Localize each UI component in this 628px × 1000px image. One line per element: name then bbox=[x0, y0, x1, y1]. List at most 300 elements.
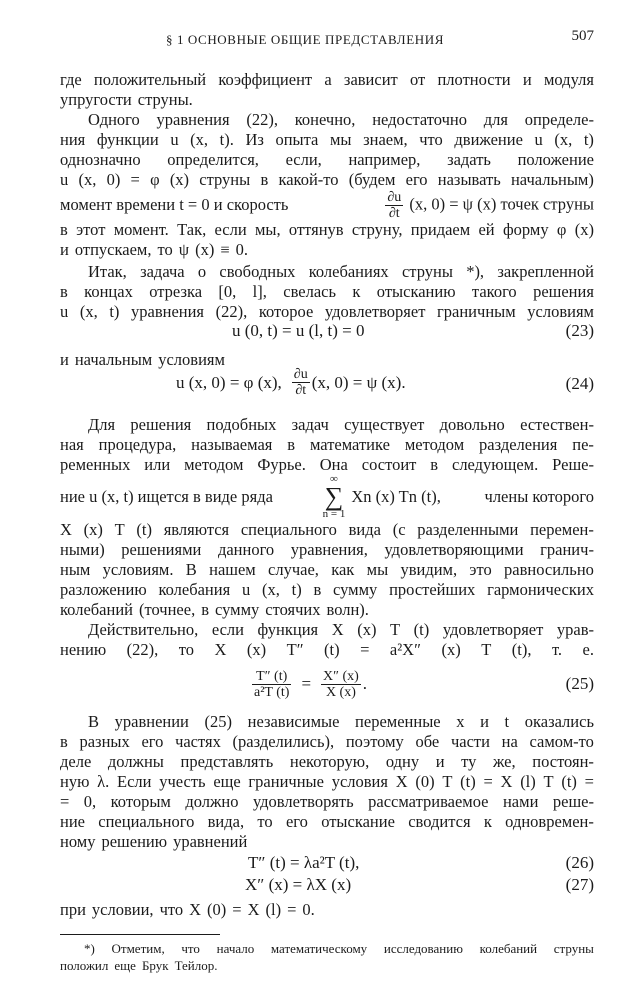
word: коэффициент bbox=[218, 70, 313, 89]
text-fragment: момент времени t = 0 и скорость bbox=[60, 195, 289, 214]
word: (x, bbox=[79, 302, 98, 321]
word: условиям bbox=[158, 350, 225, 369]
word: (разделились), bbox=[232, 732, 335, 751]
text-line bbox=[60, 772, 594, 792]
word: существует bbox=[344, 415, 425, 434]
word: a bbox=[324, 70, 332, 89]
sum-sign: ∑ bbox=[324, 482, 344, 511]
word: и bbox=[60, 240, 69, 259]
word: от bbox=[409, 70, 426, 89]
word: концах bbox=[84, 282, 133, 301]
speed-expression bbox=[383, 190, 594, 221]
series-term: Xn (x) Tn (t), bbox=[351, 487, 441, 506]
word: постоян- bbox=[532, 752, 594, 771]
text-line bbox=[60, 640, 594, 660]
word: (x) bbox=[441, 640, 461, 659]
word: е. bbox=[582, 640, 594, 659]
word: удовлетворять bbox=[252, 792, 354, 811]
word: то bbox=[157, 240, 173, 259]
word: что bbox=[419, 130, 443, 149]
word: где bbox=[60, 70, 82, 89]
word: (t), bbox=[511, 640, 532, 659]
word: случае, bbox=[268, 560, 319, 579]
word: подобных bbox=[206, 415, 277, 434]
word: a²X″ bbox=[389, 640, 421, 659]
word: опыта bbox=[275, 130, 319, 149]
text-line bbox=[60, 150, 594, 170]
equation-number: (27) bbox=[565, 875, 594, 894]
word: еще bbox=[213, 772, 241, 791]
word: граничным bbox=[437, 302, 516, 321]
text-line bbox=[60, 540, 594, 560]
word: φ bbox=[150, 170, 160, 189]
word: являются bbox=[163, 520, 230, 539]
equation-body: u (0, t) = u (l, t) = 0 bbox=[232, 321, 365, 340]
running-head: § 1 ОСНОВНЫЕ ОБЩИЕ ПРЕДСТАВЛЕНИЯ bbox=[166, 32, 444, 47]
word: урав- bbox=[556, 620, 594, 639]
word: процедура, bbox=[98, 435, 177, 454]
word: математике bbox=[309, 435, 390, 454]
word: на bbox=[501, 732, 518, 751]
word: одну bbox=[385, 752, 420, 771]
equation-period: . bbox=[362, 674, 368, 693]
footnote-word: положил bbox=[60, 958, 109, 973]
word: довольно bbox=[439, 415, 505, 434]
word: в bbox=[430, 455, 439, 474]
word: Так, bbox=[177, 220, 207, 239]
equation-body: T″ (t) = λa²T (t), bbox=[248, 853, 360, 872]
word: или bbox=[144, 455, 171, 474]
equation-26 bbox=[60, 852, 594, 876]
equation-part: u (x, 0) = φ (x), bbox=[176, 372, 282, 392]
word: отпускаем, bbox=[74, 240, 152, 259]
text-fragment: члены которого bbox=[484, 487, 594, 506]
equals-sign: = bbox=[301, 674, 312, 693]
equation-number: (23) bbox=[565, 321, 594, 340]
word: нами bbox=[502, 792, 539, 811]
word: придаем bbox=[410, 220, 471, 239]
word: же, bbox=[493, 752, 516, 771]
word: т. bbox=[551, 640, 563, 659]
footnote-word: начало bbox=[216, 941, 255, 956]
word: называть bbox=[437, 170, 501, 189]
word: x bbox=[456, 712, 465, 731]
word: функция bbox=[257, 620, 319, 639]
word: (22), bbox=[246, 110, 278, 129]
word: ному bbox=[60, 832, 96, 851]
word: положение bbox=[517, 150, 594, 169]
text-line bbox=[60, 220, 594, 240]
word: если bbox=[211, 620, 244, 639]
word: В bbox=[88, 712, 100, 731]
word: T″ bbox=[286, 640, 304, 659]
word: решению bbox=[101, 832, 168, 851]
word: X bbox=[247, 900, 260, 919]
word: отрезка bbox=[149, 282, 203, 301]
word: переменные bbox=[355, 712, 441, 731]
word: t). bbox=[219, 130, 234, 149]
page-number: 507 bbox=[571, 28, 594, 44]
text-line bbox=[60, 752, 594, 772]
word: представлять bbox=[180, 752, 274, 771]
word: задача bbox=[140, 262, 185, 281]
equation-number: (24) bbox=[565, 374, 594, 393]
footnote-word: колебаний bbox=[479, 941, 538, 956]
fraction-numerator: ∂u bbox=[293, 367, 308, 382]
partial-derivative-fraction bbox=[292, 367, 310, 398]
text-line bbox=[88, 415, 594, 435]
text-line bbox=[60, 240, 594, 260]
word: = bbox=[130, 170, 140, 189]
text-line bbox=[60, 900, 594, 920]
word: одновремен- bbox=[505, 812, 594, 831]
text-line bbox=[88, 620, 594, 640]
word: (x) bbox=[574, 220, 594, 239]
word: φ bbox=[556, 220, 567, 239]
word: ту bbox=[461, 752, 477, 771]
word: удовлетворяет bbox=[442, 620, 544, 639]
fraction-denominator: ∂t bbox=[295, 383, 307, 398]
word: (x) bbox=[357, 620, 377, 639]
word: ная bbox=[60, 435, 84, 454]
word: ≡ bbox=[220, 240, 230, 259]
word: нению bbox=[60, 640, 107, 659]
word: естествен- bbox=[520, 415, 594, 434]
footnote-word: что bbox=[181, 941, 200, 956]
word: = bbox=[584, 772, 594, 791]
word: гармонических bbox=[487, 580, 594, 599]
word: условиям. bbox=[102, 560, 174, 579]
word: Для bbox=[88, 415, 116, 434]
word: свелась bbox=[283, 282, 337, 301]
word: оттянув bbox=[288, 220, 344, 239]
footnote-word: математическому bbox=[270, 941, 368, 956]
footnote-word: *) bbox=[84, 941, 95, 956]
word: момент. bbox=[113, 220, 169, 239]
word: если, bbox=[285, 150, 322, 169]
text-line bbox=[60, 560, 594, 580]
word: (t) bbox=[324, 640, 340, 659]
footnote-separator bbox=[60, 934, 220, 935]
word: называемая bbox=[191, 435, 273, 454]
word: = bbox=[360, 640, 370, 659]
word: нашем bbox=[209, 560, 256, 579]
word: 0) bbox=[106, 170, 121, 189]
word: его bbox=[141, 732, 164, 751]
word: (x) bbox=[246, 640, 267, 659]
word: положительный bbox=[93, 70, 207, 89]
word: u bbox=[60, 302, 69, 321]
word: l], bbox=[252, 282, 267, 301]
word: t) bbox=[291, 580, 302, 599]
left-fraction bbox=[252, 669, 291, 700]
word: должны bbox=[107, 752, 164, 771]
word: то bbox=[257, 812, 273, 831]
text-line bbox=[60, 455, 594, 475]
word: в bbox=[260, 170, 269, 189]
word: u bbox=[170, 130, 179, 149]
word: задач bbox=[291, 415, 329, 434]
word: ей bbox=[478, 220, 495, 239]
text-line bbox=[60, 792, 594, 812]
word: разделения bbox=[479, 435, 558, 454]
word: = bbox=[232, 900, 242, 919]
word: решения bbox=[533, 282, 594, 301]
footnote-line bbox=[84, 940, 594, 957]
word: некоторую, bbox=[289, 752, 370, 771]
word: сводится bbox=[408, 812, 471, 831]
word: (точнее, bbox=[138, 600, 196, 619]
word: уравнения bbox=[131, 302, 205, 321]
word: вида, bbox=[207, 812, 245, 831]
word: разделенными bbox=[417, 520, 519, 539]
word: данного bbox=[217, 540, 275, 559]
word: для bbox=[483, 110, 508, 129]
word: простейших bbox=[389, 580, 476, 599]
word: (22), bbox=[215, 302, 248, 321]
text-line bbox=[60, 130, 594, 150]
word: независимые bbox=[247, 712, 340, 731]
word: его bbox=[405, 170, 428, 189]
footnote-word: еще bbox=[114, 958, 136, 973]
word: X bbox=[189, 900, 202, 919]
word: обе bbox=[415, 732, 440, 751]
equation-body bbox=[250, 664, 367, 704]
word: какой-то bbox=[278, 170, 339, 189]
word: и bbox=[435, 752, 445, 771]
word: ную bbox=[60, 772, 90, 791]
word: T bbox=[481, 640, 492, 659]
word: к bbox=[352, 282, 361, 301]
word: свободных bbox=[219, 262, 296, 281]
text-line-series bbox=[60, 474, 594, 520]
word: (x, bbox=[261, 580, 280, 599]
word: колебаний bbox=[60, 600, 133, 619]
word: и bbox=[522, 70, 532, 89]
word: увидим, bbox=[400, 560, 458, 579]
equation-number: (26) bbox=[565, 853, 594, 872]
fraction-denominator: a²T (t) bbox=[254, 684, 290, 700]
word: перемен- bbox=[530, 520, 594, 539]
word: в bbox=[60, 732, 68, 751]
word: движение bbox=[454, 130, 523, 149]
text-line bbox=[60, 90, 594, 110]
equation-23 bbox=[60, 320, 594, 344]
equation-24 bbox=[60, 367, 594, 402]
word: вида bbox=[348, 520, 381, 539]
word: решения bbox=[130, 415, 192, 434]
word: удовлетворяющими bbox=[384, 540, 524, 559]
word: T bbox=[442, 772, 453, 791]
word: струны bbox=[199, 170, 251, 189]
fraction-numerator: T″ (t) bbox=[252, 669, 291, 685]
word: условия bbox=[331, 772, 388, 791]
word: учесть bbox=[159, 772, 206, 791]
text-line bbox=[60, 170, 594, 190]
word: = bbox=[60, 792, 70, 811]
word: в bbox=[60, 282, 68, 301]
word: что bbox=[159, 900, 184, 919]
word: специального bbox=[240, 520, 337, 539]
word: (l) bbox=[520, 772, 536, 791]
word: X bbox=[60, 520, 72, 539]
word: гранич- bbox=[540, 540, 594, 559]
word: при bbox=[60, 900, 86, 919]
word: и bbox=[60, 350, 69, 369]
word: это bbox=[469, 560, 492, 579]
word: (x, bbox=[78, 170, 97, 189]
word: отысканию bbox=[376, 282, 456, 301]
footnote-word: струны bbox=[553, 941, 594, 956]
word: X bbox=[214, 640, 227, 659]
footnote-line bbox=[60, 957, 594, 974]
word: стоячих bbox=[265, 600, 321, 619]
word: реше- bbox=[552, 792, 594, 811]
word: если bbox=[214, 220, 247, 239]
equation-number: (25) bbox=[565, 674, 594, 693]
word: уравнения, bbox=[290, 540, 368, 559]
word: задать bbox=[447, 150, 491, 169]
word: (t) bbox=[460, 772, 476, 791]
text-fragment: (x, 0) = ψ (x) точек струны bbox=[409, 193, 594, 213]
word: Фурье. bbox=[257, 455, 306, 474]
word: мы bbox=[329, 130, 352, 149]
text-line bbox=[88, 712, 594, 732]
word: (l) bbox=[265, 900, 282, 919]
word: к bbox=[483, 812, 492, 831]
sum-lower-limit: n = 1 bbox=[322, 508, 346, 520]
word: λ. bbox=[97, 772, 110, 791]
word: 0. bbox=[302, 900, 315, 919]
sum-upper-limit: ∞ bbox=[330, 473, 338, 485]
word: ния bbox=[60, 130, 86, 149]
word: (25) bbox=[204, 712, 232, 731]
text-line bbox=[88, 262, 594, 282]
text-line bbox=[60, 282, 594, 302]
word: пе- bbox=[572, 435, 594, 454]
word: конечно, bbox=[294, 110, 356, 129]
equation-part: (x, 0) = ψ (x). bbox=[311, 372, 406, 392]
word: функции bbox=[96, 130, 159, 149]
word: однозначно bbox=[60, 150, 141, 169]
equation-25 bbox=[60, 664, 594, 704]
word: в bbox=[201, 600, 209, 619]
word: деле bbox=[60, 752, 92, 771]
word: = bbox=[287, 900, 297, 919]
word: X bbox=[500, 772, 513, 791]
word: 0. bbox=[235, 240, 249, 259]
word: = bbox=[483, 772, 493, 791]
page-header bbox=[60, 28, 594, 54]
word: которым bbox=[110, 792, 171, 811]
word: условиям bbox=[527, 302, 594, 321]
word: разложению bbox=[60, 580, 147, 599]
word: (x) bbox=[83, 520, 103, 539]
word: струны bbox=[401, 262, 453, 281]
word: должно bbox=[185, 792, 239, 811]
partial-derivative-fraction bbox=[385, 190, 403, 221]
text-line bbox=[60, 70, 594, 90]
word: u bbox=[241, 580, 251, 599]
word: [0, bbox=[218, 282, 237, 301]
text-line bbox=[60, 732, 594, 752]
fraction-denominator: X (x) bbox=[325, 684, 356, 700]
word: (t) bbox=[136, 520, 152, 539]
word: сумму bbox=[215, 600, 260, 619]
word: (будем bbox=[348, 170, 396, 189]
equation-27 bbox=[60, 874, 594, 898]
word: состоит bbox=[361, 455, 417, 474]
word: плотности bbox=[437, 70, 511, 89]
word: (x) bbox=[169, 170, 190, 189]
series-expression bbox=[317, 474, 441, 520]
word: специального bbox=[98, 812, 195, 831]
word: которое bbox=[258, 302, 314, 321]
word: мы bbox=[366, 560, 389, 579]
word: условии, bbox=[91, 900, 154, 919]
word: самом-то bbox=[529, 732, 594, 751]
word: начальным bbox=[74, 350, 153, 369]
word: (t) bbox=[413, 620, 430, 639]
word: Из bbox=[245, 130, 264, 149]
word: знаем, bbox=[363, 130, 408, 149]
word: равносильно bbox=[504, 560, 594, 579]
word: как bbox=[331, 560, 355, 579]
word: u bbox=[534, 130, 543, 149]
word: такого bbox=[471, 282, 517, 301]
equation-body bbox=[176, 367, 406, 398]
word: струны. bbox=[137, 90, 193, 109]
word: колебаниях bbox=[308, 262, 389, 281]
text-line bbox=[60, 812, 594, 832]
word: ным bbox=[60, 560, 91, 579]
word: (с bbox=[392, 520, 406, 539]
word: (0) bbox=[415, 772, 435, 791]
word: (x) bbox=[195, 240, 215, 259]
word: T bbox=[114, 520, 125, 539]
word: упругости bbox=[60, 90, 132, 109]
word: ными) bbox=[60, 540, 105, 559]
word: разных bbox=[79, 732, 130, 751]
word: X bbox=[395, 772, 408, 791]
fraction-denominator: ∂t bbox=[388, 205, 400, 221]
word: и bbox=[480, 712, 489, 731]
word: струну, bbox=[351, 220, 403, 239]
word: рассматриваемое bbox=[368, 792, 489, 811]
footnote-word: Тейлор. bbox=[174, 958, 218, 973]
footnote-word: исследованию bbox=[383, 941, 463, 956]
text-line bbox=[60, 832, 594, 852]
text-line-speed bbox=[60, 190, 594, 220]
word: уравнения bbox=[156, 110, 230, 129]
word: например, bbox=[348, 150, 421, 169]
text-fragment: ние u (x, t) ищется в виде ряда bbox=[60, 487, 273, 506]
word: (22), bbox=[126, 640, 159, 659]
word: В bbox=[185, 560, 197, 579]
word: в bbox=[313, 580, 322, 599]
word: его bbox=[285, 812, 308, 831]
word: T bbox=[543, 772, 554, 791]
word: о bbox=[197, 262, 207, 281]
word: (0) bbox=[207, 900, 227, 919]
word: мы, bbox=[254, 220, 281, 239]
word: граничные bbox=[248, 772, 324, 791]
word: ние bbox=[60, 812, 85, 831]
word: колебания bbox=[158, 580, 231, 599]
word: начальным) bbox=[510, 170, 594, 189]
word: уравнений bbox=[173, 832, 248, 851]
word: (x, bbox=[190, 130, 209, 149]
